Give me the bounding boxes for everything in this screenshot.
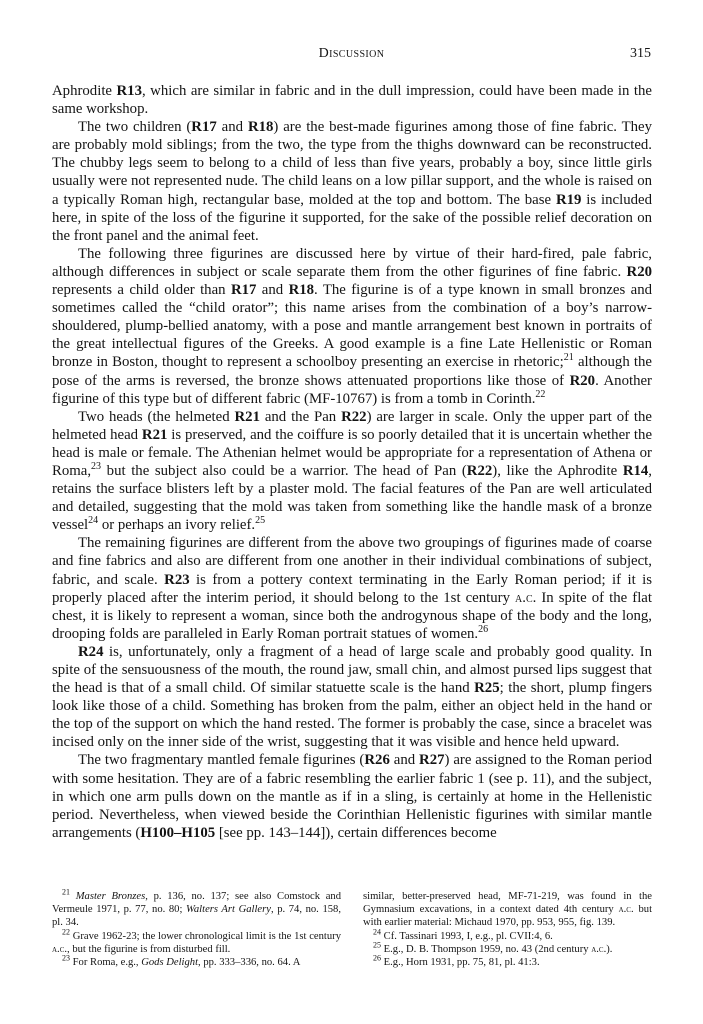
footnote-23: $^{23}$ For Roma, e.g., Gods Delight, pp. 333–336, no. 64. A [62,953,301,969]
page-number: 315 [630,46,651,61]
catalogue-ref: H100–H105 [140,824,216,841]
catalogue-ref: R18 [247,119,274,136]
catalogue-ref: R17 [230,282,257,299]
catalogue-ref: R25 [474,680,500,697]
paragraph-5: The remaining figurines are different from the above two groupings of figurines made of coarse and fine fabrics and also are different from one another in their individual combinations of subject, fabric, and scale. R23 is from a pottery context terminating in the Early Roman period; if it is properly placed after the interim period, it should belong to the 1st century a.c. In spite of the flat chest, it is likely to represent a woman, since both the androgynous shape of the body and the long, drooping folds are paralleled in Early Roman portrait statues of women.$^{26}$ [52,535,652,642]
footnote-23-continued: similar, better-preserved head, MF-71-219, was found in the Gymnasium excavations, in a context dated 4th century a.c. but with earlier material: Michaud 1970, pp. 953, 955, fig. 139. [363,891,653,929]
footnote-21: $^{21}$ Master Bronzes, p. 136, no. 137; see also Comstock and Vermeule 1971, p. 77, no. 80; Walters Art Gallery, p. 74, no. 158, pl. 34. [52,887,342,929]
main-text [52,82,652,842]
catalogue-ref: R26 [364,752,390,769]
catalogue-ref: R20 [626,263,652,280]
footnote-25: $^{25}$ E.g., D. B. Thompson 1959, no. 43 (2nd century a.c.). [373,940,613,955]
paragraph-2: The two children (R17 and R18) are the best-made figurines among those of fine fabric. They are probably mold siblings; from the two, the type from the thighs downward can be reconstructed. The chubby legs seem to belong to a child of less than five years, probably a boy, since little girls usually were not represented nude. The child leans on a low pillar support, and the whole is raised on a typically Roman high, rectangular base, molded at the top and bottom. The base R19 is included here, in spite of the loss of the figurine it supported, for the sake of the possible relief decoration on the front panel and the animal feet. [52,119,652,244]
footnote-24: $^{24}$ Cf. Tassinari 1993, I, e.g., pl. CVII:4, 6. [373,927,553,942]
catalogue-ref: R21 [234,408,260,425]
running-head: Discussion [318,46,385,61]
paragraph-4: Two heads (the helmeted R21 and the Pan R22) are larger in scale. Only the upper part of the helmeted head R21 is preserved, and the coiffure is so poorly detailed that it is uncertain whether the head is male or female. The Athenian helmet would be appropriate for a representation of Athena or Roma,$^{23}$ but the subject also could be a warrior. The head of Pan (R22), like the Aphrodite R14, retains the surface blisters left by a plaster mold. The facial features of the Pan are well articulated and detailed, suggesting that the mold was taken from something like the handle mask of a bronze vessel$^{24}$ or perhaps an ivory relief.$^{25}$ [52,408,653,534]
catalogue-ref: R21 [141,426,168,443]
footnote-ref: 22 [535,388,546,400]
footnote-26: $^{26}$ E.g., Horn 1931, pp. 75, 81, pl. 41:3. [373,953,540,969]
footnotes-left-column [52,887,342,969]
footnote-ref: 26 [478,623,489,635]
catalogue-ref: R19 [555,191,582,208]
footnote-22: $^{22}$ Grave 1962-23; the lower chronological limit is the 1st century a.c., but the figurine is from disturbed fill. [52,927,341,955]
page-header [52,46,651,66]
paragraph-3: The following three figurines are discussed here by virtue of their hard-fired, pale fabric, although differences in subject or scale separate them from the other figurines of fine fabric. R20 represents a child older than R17 and R18. The figurine is of a type known in small bronzes and sometimes called the “child orator”; this name arises from the combination of a boy’s narrow-shouldered, plump-bellied anatomy, with a pose and mantle arrangement best known in portraits of the great intellectual figures of the Greeks. A good example is a fine Late Hellenistic or Roman bronze in Boston, thought to represent a schoolboy presenting an exercise in rhetoric;$^{21}$ although the pose of the arms is reversed, the bronze shows attenuated proportions like those of R20. Another figurine of this type but of different fabric (MF-10767) is from a tomb in Corinth.$^{22}$ [52,245,653,407]
paragraph-7: The two fragmentary mantled female figurines (R26 and R27) are assigned to the Roman period with some hesitation. They are of a fabric resembling the earlier fabric 1 (see p. 11), and the subject, in which one arm pulls down on the mantle as if in a sling, is certainly at home in the Hellenistic period. Nevertheless, when viewed beside the Corinthian Hellenistic figurines with similar mantle arrangements (H100–H105 [see pp. 143–144]), certain differences become [52,752,652,841]
paragraph-1: Aphrodite R13, which are similar in fabric and in the dull impression, could have been made in the same workshop. [52,83,652,118]
catalogue-ref: R22 [341,408,367,425]
catalogue-ref: R24 [78,643,104,660]
catalogue-ref: R14 [622,462,649,479]
era-abbreviation: a.c. [515,589,537,606]
footnotes-right-column [363,890,652,969]
catalogue-ref: R18 [288,282,315,299]
catalogue-ref: R22 [466,462,493,479]
catalogue-ref: R13 [116,83,142,99]
catalogue-ref: R17 [191,119,217,136]
footnote-ref: 23 [91,461,102,473]
catalogue-ref: R20 [569,372,596,389]
footnote-ref: 25 [255,515,266,527]
catalogue-ref: R23 [164,571,190,588]
catalogue-ref: R27 [419,752,445,769]
footnote-ref: 24 [88,515,99,527]
paragraph-6: R24 is, unfortunately, only a fragment of a head of large scale and probably good quality. In spite of the sensuousness of the mouth, the round jaw, small chin, and almost pursed lips suggest that the head is that of a small child. Of similar statuette scale is the hand R25; the short, plump fingers look like those of a child. Something has broken from the palm, either an object held in the hand or the top of the support on which the hand rested. The former is probably the case, since a bracelet was incised only on the inner side of the wrist, suggesting that it was visible and hence held upward. [52,643,652,751]
footnotes [52,887,653,969]
footnote-ref: 21 [563,352,574,364]
